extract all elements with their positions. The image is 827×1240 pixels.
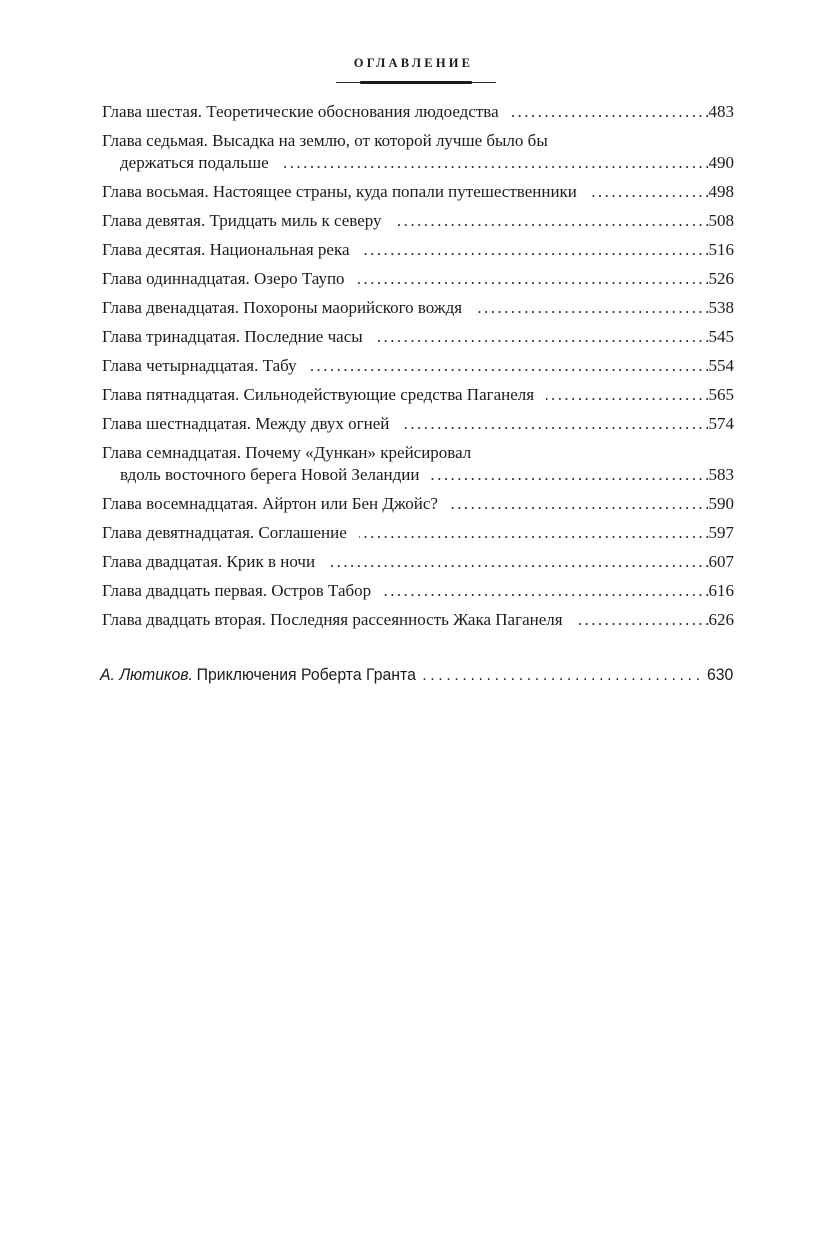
dot-leader — [511, 101, 709, 123]
toc-entry[interactable] — [102, 413, 734, 435]
page-number: 565 — [708, 385, 734, 404]
dot-leader — [362, 239, 709, 261]
page-number: 483 — [708, 102, 734, 121]
toc-entry-line — [102, 239, 734, 261]
afterword-title: Приключения Роберта Гранта — [196, 665, 416, 684]
chapter-title: Глава восемнадцатая. Айртон или Бен Джойс? — [102, 494, 438, 513]
page-number: 574 — [708, 414, 734, 433]
dot-leader — [394, 210, 709, 232]
afterword-author: А. Лютиков. — [100, 665, 193, 684]
chapter-title: Глава пятнадцатая. Сильнодействующие средства Паганеля — [102, 385, 535, 404]
dot-leader — [431, 464, 708, 486]
toc-entry[interactable] — [102, 442, 734, 486]
dot-leader — [575, 609, 709, 631]
toc-entry-line — [102, 210, 734, 232]
toc-entry-line — [102, 609, 734, 631]
dot-leader — [359, 522, 709, 544]
dot-leader — [401, 413, 708, 435]
toc-entry[interactable] — [102, 355, 734, 377]
dot-leader — [357, 268, 709, 290]
toc-entry-line — [102, 442, 734, 464]
toc-entry-line — [102, 355, 734, 377]
dot-leader — [327, 551, 708, 573]
chapter-title: Глава восьмая. Настоящее страны, куда попали путешественники — [102, 182, 577, 201]
toc-entry-line — [102, 130, 734, 152]
chapter-title: Глава десятая. Национальная река — [102, 240, 350, 259]
toc-header — [0, 54, 827, 72]
page-number: 626 — [708, 610, 734, 629]
toc-entry-line — [102, 181, 734, 203]
dot-leader — [546, 384, 708, 406]
page-number: 554 — [708, 356, 734, 375]
page-number: 498 — [708, 182, 734, 201]
afterword-page-number: 630 — [706, 665, 734, 684]
page-number: 597 — [708, 523, 734, 542]
toc-entry-line — [102, 493, 734, 515]
dot-leader — [421, 664, 699, 686]
chapter-title: Глава шестнадцатая. Между двух огней — [102, 414, 390, 433]
toc-entry-line — [102, 580, 734, 602]
page-title: ОГЛАВЛЕНИЕ — [353, 56, 474, 70]
toc-entry[interactable] — [102, 522, 734, 544]
page-number: 616 — [708, 581, 734, 600]
toc-entry[interactable] — [102, 493, 734, 515]
chapter-title: Глава двадцатая. Крик в ночи — [102, 552, 316, 571]
dot-leader — [589, 181, 709, 203]
toc-entry[interactable] — [102, 384, 734, 406]
toc-entry-line — [102, 297, 734, 319]
chapter-title: Глава четырнадцатая. Табу — [102, 356, 297, 375]
page-number: 508 — [708, 211, 734, 230]
toc-entry-afterword[interactable] — [100, 664, 733, 686]
dot-leader — [383, 580, 708, 602]
chapter-title: держаться подальше — [120, 153, 269, 172]
chapter-title: вдоль восточного берега Новой Зеландии — [120, 465, 420, 484]
toc-entry[interactable] — [102, 268, 734, 290]
page-number: 526 — [708, 269, 734, 288]
toc-entry-continuation-line — [102, 152, 734, 174]
toc-entry-line — [102, 268, 734, 290]
chapter-title: Глава двенадцатая. Похороны маорийского вождя — [102, 298, 463, 317]
toc-entry[interactable] — [102, 609, 734, 631]
toc-entry-line — [102, 384, 734, 406]
toc-entry[interactable] — [102, 580, 734, 602]
dot-leader — [474, 297, 708, 319]
toc-entry[interactable] — [102, 551, 734, 573]
toc-entry-line — [102, 413, 734, 435]
chapter-title: Глава девятая. Тридцать миль к северу — [102, 211, 382, 230]
dot-leader — [281, 152, 709, 174]
toc-entry-line — [102, 551, 734, 573]
chapter-title: Глава седьмая. Высадка на землю, от которой лучше было бы — [102, 131, 548, 150]
page-number: 607 — [708, 552, 734, 571]
page-number: 538 — [708, 298, 734, 317]
table-of-contents — [102, 101, 734, 638]
toc-entry[interactable] — [102, 297, 734, 319]
page-number: 490 — [708, 153, 734, 172]
toc-entry[interactable] — [102, 101, 734, 123]
toc-entry[interactable] — [102, 326, 734, 348]
chapter-title: Глава семнадцатая. Почему «Дункан» крейсировал — [102, 443, 472, 462]
toc-entry[interactable] — [102, 181, 734, 203]
page-number: 590 — [708, 494, 734, 513]
toc-entry[interactable] — [102, 210, 734, 232]
chapter-title: Глава двадцать вторая. Последняя рассеянность Жака Паганеля — [102, 610, 563, 629]
dot-leader — [309, 355, 709, 377]
header-divider-accent — [360, 81, 472, 84]
toc-entry-line — [102, 101, 734, 123]
chapter-title: Глава тринадцатая. Последние часы — [102, 327, 363, 346]
chapter-title: Глава шестая. Теоретические обоснования людоедства — [102, 102, 499, 121]
page-number: 545 — [708, 327, 734, 346]
chapter-title: Глава девятнадцатая. Соглашение — [102, 523, 347, 542]
dot-leader — [375, 326, 709, 348]
chapter-title: Глава одиннадцатая. Озеро Таупо — [102, 269, 345, 288]
toc-entry-line — [102, 326, 734, 348]
toc-entry[interactable] — [102, 239, 734, 261]
toc-entry-continuation-line — [102, 464, 734, 486]
chapter-title: Глава двадцать первая. Остров Табор — [102, 581, 372, 600]
page-number: 583 — [708, 465, 734, 484]
dot-leader — [450, 493, 709, 515]
page-number: 516 — [708, 240, 734, 259]
toc-entry[interactable] — [102, 130, 734, 174]
toc-entry-line — [102, 522, 734, 544]
